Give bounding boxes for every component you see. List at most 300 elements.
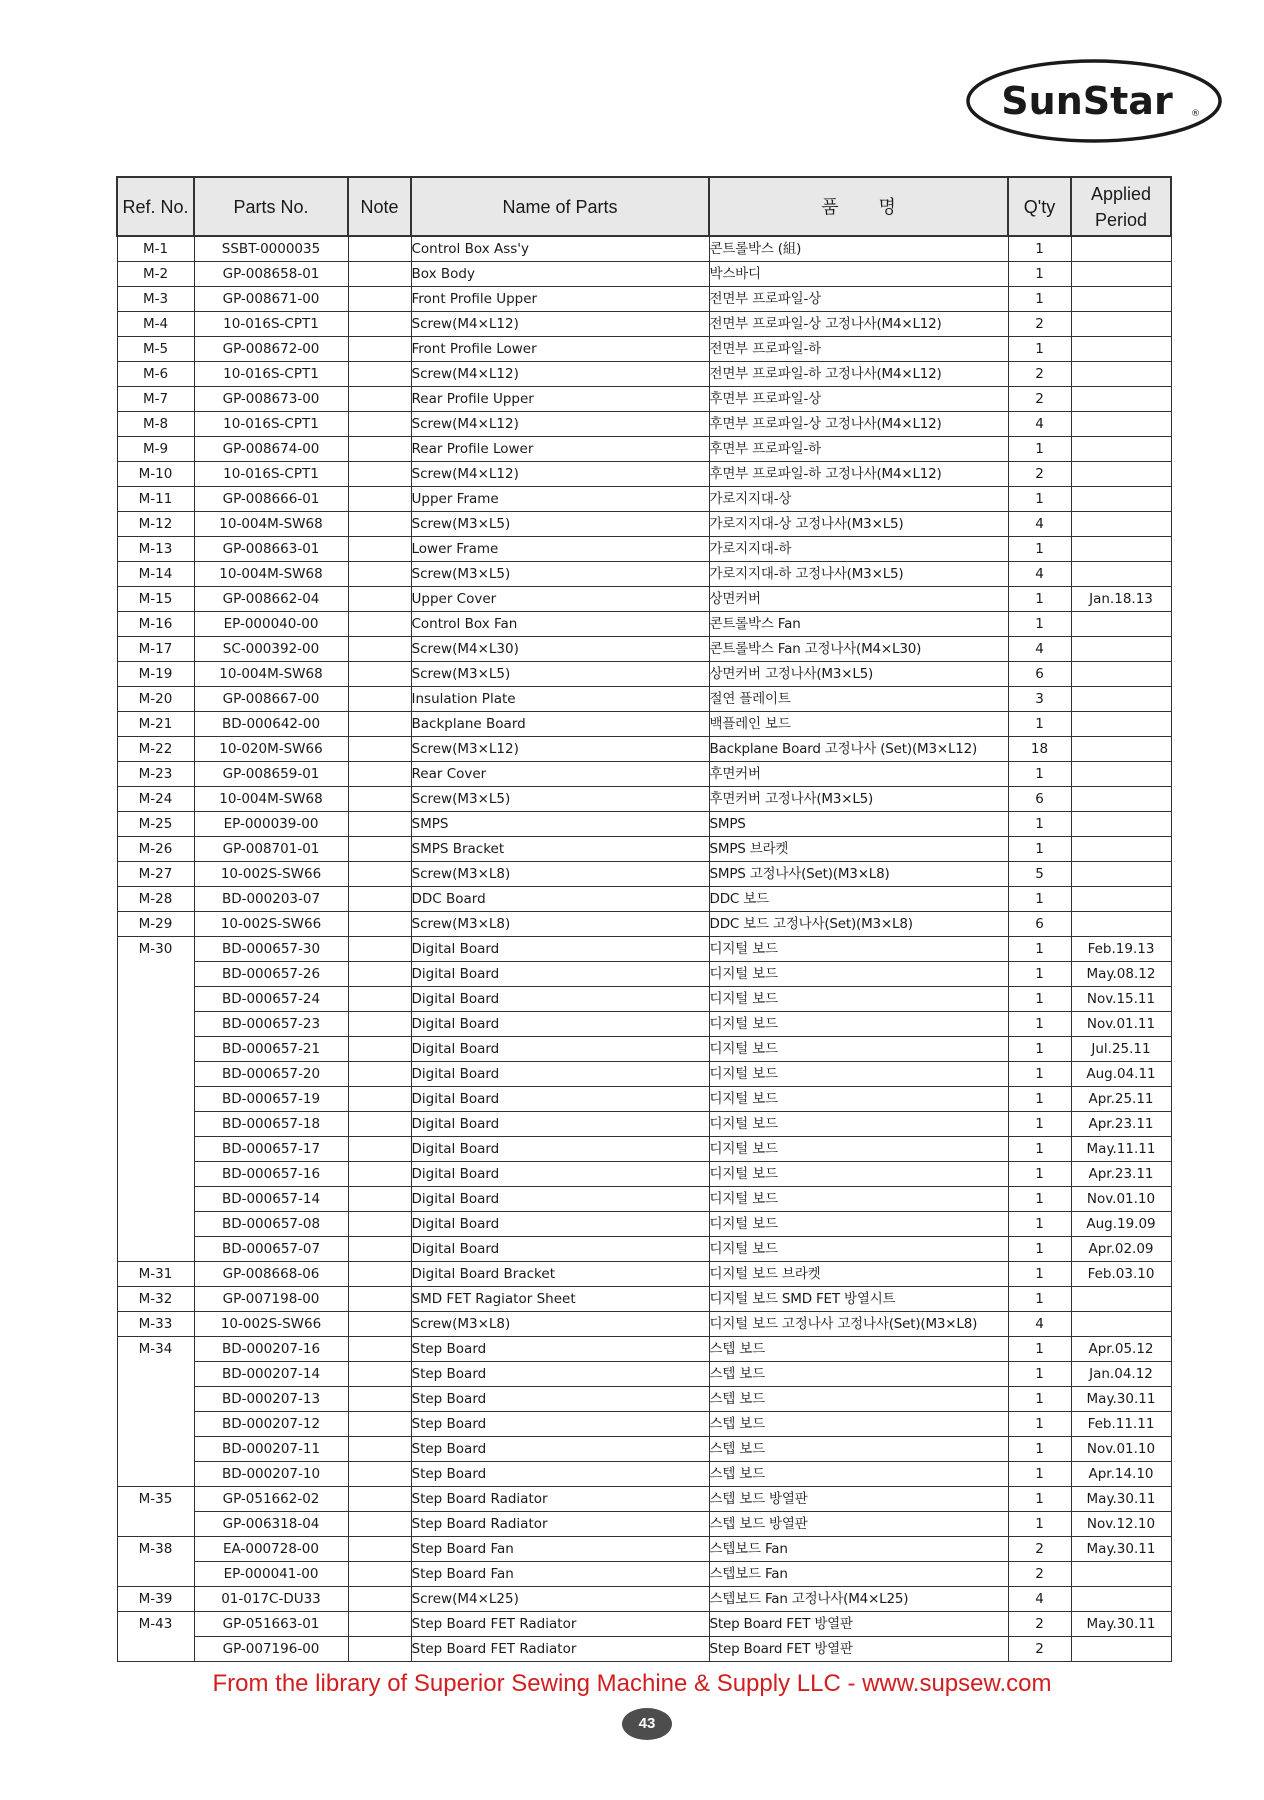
part-name-cell: Step Board FET Radiator bbox=[411, 1637, 709, 1662]
quantity-cell: 2 bbox=[1008, 1612, 1071, 1637]
applied-period-cell: Nov.01.11 bbox=[1071, 1012, 1171, 1037]
korean-name-cell: 스텝 보드 방열판 bbox=[709, 1512, 1008, 1537]
note-cell bbox=[348, 462, 411, 487]
applied-period-cell bbox=[1071, 337, 1171, 362]
ref-no-cell: M-22 bbox=[117, 737, 194, 762]
applied-period-cell bbox=[1071, 1312, 1171, 1337]
ref-no-cell: M-12 bbox=[117, 512, 194, 537]
applied-period-cell: May.30.11 bbox=[1071, 1612, 1171, 1637]
quantity-cell: 1 bbox=[1008, 837, 1071, 862]
part-name-cell: Step Board Radiator bbox=[411, 1512, 709, 1537]
part-name-cell: Digital Board bbox=[411, 1162, 709, 1187]
logo-wordmark: SunStar bbox=[1001, 79, 1173, 123]
table-row bbox=[117, 512, 1171, 537]
applied-period-cell: Jan.04.12 bbox=[1071, 1362, 1171, 1387]
applied-period-cell bbox=[1071, 637, 1171, 662]
part-name-cell: Screw(M4×L12) bbox=[411, 462, 709, 487]
korean-name-cell: 디지털 보드 bbox=[709, 1187, 1008, 1212]
quantity-cell: 4 bbox=[1008, 1312, 1071, 1337]
quantity-cell: 1 bbox=[1008, 262, 1071, 287]
part-number-cell: 10-004M-SW68 bbox=[194, 787, 348, 812]
korean-name-cell: DDC 보드 bbox=[709, 887, 1008, 912]
applied-period-cell: Nov.12.10 bbox=[1071, 1512, 1171, 1537]
note-cell bbox=[348, 236, 411, 262]
korean-name-cell: 스텝 보드 bbox=[709, 1362, 1008, 1387]
ref-no-cell: M-3 bbox=[117, 287, 194, 312]
korean-name-cell: 스텝 보드 방열판 bbox=[709, 1487, 1008, 1512]
table-row bbox=[117, 387, 1171, 412]
ref-no-cell: M-30 bbox=[117, 937, 194, 1262]
table-row bbox=[117, 1037, 1171, 1062]
part-number-cell: 10-016S-CPT1 bbox=[194, 462, 348, 487]
ref-no-cell: M-15 bbox=[117, 587, 194, 612]
applied-period-cell: Apr.23.11 bbox=[1071, 1112, 1171, 1137]
ref-no-cell: M-17 bbox=[117, 637, 194, 662]
part-number-cell: GP-008672-00 bbox=[194, 337, 348, 362]
part-name-cell: Digital Board bbox=[411, 1137, 709, 1162]
part-number-cell: BD-000642-00 bbox=[194, 712, 348, 737]
table-row bbox=[117, 637, 1171, 662]
part-name-cell: Digital Board bbox=[411, 1062, 709, 1087]
table-row bbox=[117, 236, 1171, 262]
part-number-cell: 10-016S-CPT1 bbox=[194, 312, 348, 337]
ref-no-cell: M-20 bbox=[117, 687, 194, 712]
quantity-cell: 1 bbox=[1008, 236, 1071, 262]
table-header-row bbox=[117, 177, 1171, 236]
table-row bbox=[117, 762, 1171, 787]
table-row bbox=[117, 1137, 1171, 1162]
part-name-cell: Front Profile Lower bbox=[411, 337, 709, 362]
korean-name-cell: 디지털 보드 SMD FET 방열시트 bbox=[709, 1287, 1008, 1312]
quantity-cell: 1 bbox=[1008, 1337, 1071, 1362]
korean-name-cell: 스텝 보드 bbox=[709, 1412, 1008, 1437]
part-number-cell: EP-000040-00 bbox=[194, 612, 348, 637]
quantity-cell: 4 bbox=[1008, 637, 1071, 662]
korean-name-cell: 가로지지대-상 고정나사(M3×L5) bbox=[709, 512, 1008, 537]
table-row bbox=[117, 962, 1171, 987]
quantity-cell: 2 bbox=[1008, 462, 1071, 487]
part-name-cell: Step Board Radiator bbox=[411, 1487, 709, 1512]
note-cell bbox=[348, 1637, 411, 1662]
table-row bbox=[117, 987, 1171, 1012]
quantity-cell: 2 bbox=[1008, 1537, 1071, 1562]
applied-period-cell bbox=[1071, 262, 1171, 287]
ref-no-cell: M-32 bbox=[117, 1287, 194, 1312]
table-row bbox=[117, 1287, 1171, 1312]
part-number-cell: EA-000728-00 bbox=[194, 1537, 348, 1562]
quantity-cell: 1 bbox=[1008, 287, 1071, 312]
quantity-cell: 1 bbox=[1008, 987, 1071, 1012]
applied-period-cell: May.11.11 bbox=[1071, 1137, 1171, 1162]
ref-no-cell: M-29 bbox=[117, 912, 194, 937]
part-number-cell: BD-000657-26 bbox=[194, 962, 348, 987]
korean-name-cell: 박스바디 bbox=[709, 262, 1008, 287]
part-number-cell: BD-000207-16 bbox=[194, 1337, 348, 1362]
applied-period-cell: Aug.04.11 bbox=[1071, 1062, 1171, 1087]
note-cell bbox=[348, 1162, 411, 1187]
note-cell bbox=[348, 1287, 411, 1312]
quantity-cell: 1 bbox=[1008, 1062, 1071, 1087]
part-number-cell: SSBT-0000035 bbox=[194, 236, 348, 262]
part-name-cell: Screw(M3×L5) bbox=[411, 512, 709, 537]
part-number-cell: BD-000657-23 bbox=[194, 1012, 348, 1037]
korean-name-cell: 후면커버 고정나사(M3×L5) bbox=[709, 787, 1008, 812]
part-name-cell: Screw(M3×L5) bbox=[411, 662, 709, 687]
quantity-cell: 6 bbox=[1008, 662, 1071, 687]
note-cell bbox=[348, 1487, 411, 1512]
part-number-cell: GP-051663-01 bbox=[194, 1612, 348, 1637]
header-qty: Q'ty bbox=[1008, 177, 1071, 236]
part-name-cell: Step Board bbox=[411, 1412, 709, 1437]
table-row bbox=[117, 287, 1171, 312]
quantity-cell: 4 bbox=[1008, 412, 1071, 437]
table-row bbox=[117, 837, 1171, 862]
note-cell bbox=[348, 612, 411, 637]
quantity-cell: 1 bbox=[1008, 1437, 1071, 1462]
part-number-cell: GP-006318-04 bbox=[194, 1512, 348, 1537]
part-name-cell: Backplane Board bbox=[411, 712, 709, 737]
korean-name-cell: 콘트롤박스 Fan bbox=[709, 612, 1008, 637]
korean-name-cell: 가로지지대-하 bbox=[709, 537, 1008, 562]
korean-name-cell: 전면부 프로파일-상 bbox=[709, 287, 1008, 312]
part-name-cell: Screw(M3×L8) bbox=[411, 1312, 709, 1337]
note-cell bbox=[348, 1562, 411, 1587]
table-row bbox=[117, 787, 1171, 812]
part-number-cell: GP-008666-01 bbox=[194, 487, 348, 512]
applied-period-cell bbox=[1071, 762, 1171, 787]
quantity-cell: 1 bbox=[1008, 1262, 1071, 1287]
note-cell bbox=[348, 787, 411, 812]
korean-name-cell: 전면부 프로파일-상 고정나사(M4×L12) bbox=[709, 312, 1008, 337]
header-korean-name: 품 명 bbox=[709, 177, 1008, 236]
table-row bbox=[117, 562, 1171, 587]
part-name-cell: DDC Board bbox=[411, 887, 709, 912]
quantity-cell: 2 bbox=[1008, 1562, 1071, 1587]
table-row bbox=[117, 887, 1171, 912]
korean-name-cell: 상면커버 고정나사(M3×L5) bbox=[709, 662, 1008, 687]
applied-period-cell bbox=[1071, 312, 1171, 337]
part-number-cell: BD-000657-19 bbox=[194, 1087, 348, 1112]
part-number-cell: GP-008662-04 bbox=[194, 587, 348, 612]
note-cell bbox=[348, 1362, 411, 1387]
quantity-cell: 1 bbox=[1008, 962, 1071, 987]
table-row bbox=[117, 587, 1171, 612]
part-name-cell: Rear Profile Lower bbox=[411, 437, 709, 462]
header-name-of-parts: Name of Parts bbox=[411, 177, 709, 236]
quantity-cell: 1 bbox=[1008, 1387, 1071, 1412]
table-row bbox=[117, 1087, 1171, 1112]
ref-no-cell: M-4 bbox=[117, 312, 194, 337]
quantity-cell: 1 bbox=[1008, 537, 1071, 562]
part-name-cell: Screw(M3×L5) bbox=[411, 787, 709, 812]
applied-period-cell: May.08.12 bbox=[1071, 962, 1171, 987]
korean-name-cell: SMPS 고정나사(Set)(M3×L8) bbox=[709, 862, 1008, 887]
part-number-cell: GP-008668-06 bbox=[194, 1262, 348, 1287]
part-name-cell: Digital Board bbox=[411, 937, 709, 962]
korean-name-cell: 디지털 보드 bbox=[709, 1087, 1008, 1112]
table-row bbox=[117, 1212, 1171, 1237]
note-cell bbox=[348, 362, 411, 387]
korean-name-cell: 디지털 보드 bbox=[709, 1037, 1008, 1062]
part-name-cell: Step Board bbox=[411, 1462, 709, 1487]
part-number-cell: GP-008674-00 bbox=[194, 437, 348, 462]
korean-name-cell: 후면커버 bbox=[709, 762, 1008, 787]
quantity-cell: 1 bbox=[1008, 587, 1071, 612]
note-cell bbox=[348, 412, 411, 437]
ref-no-cell: M-9 bbox=[117, 437, 194, 462]
korean-name-cell: 후면부 프로파일-하 고정나사(M4×L12) bbox=[709, 462, 1008, 487]
part-name-cell: Screw(M4×L12) bbox=[411, 362, 709, 387]
part-number-cell: 10-016S-CPT1 bbox=[194, 362, 348, 387]
part-number-cell: GP-008701-01 bbox=[194, 837, 348, 862]
table-row bbox=[117, 1362, 1171, 1387]
applied-period-cell bbox=[1071, 1287, 1171, 1312]
note-cell bbox=[348, 1612, 411, 1637]
part-name-cell: Rear Profile Upper bbox=[411, 387, 709, 412]
note-cell bbox=[348, 1537, 411, 1562]
ref-no-cell: M-25 bbox=[117, 812, 194, 837]
quantity-cell: 4 bbox=[1008, 562, 1071, 587]
part-number-cell: 10-016S-CPT1 bbox=[194, 412, 348, 437]
applied-period-cell: Jul.25.11 bbox=[1071, 1037, 1171, 1062]
applied-period-cell bbox=[1071, 1587, 1171, 1612]
korean-name-cell: 스텝 보드 bbox=[709, 1337, 1008, 1362]
quantity-cell: 3 bbox=[1008, 687, 1071, 712]
note-cell bbox=[348, 912, 411, 937]
part-name-cell: Step Board Fan bbox=[411, 1537, 709, 1562]
note-cell bbox=[348, 1412, 411, 1437]
part-number-cell: GP-008667-00 bbox=[194, 687, 348, 712]
part-name-cell: SMD FET Ragiator Sheet bbox=[411, 1287, 709, 1312]
part-name-cell: Screw(M3×L5) bbox=[411, 562, 709, 587]
ref-no-cell: M-10 bbox=[117, 462, 194, 487]
ref-no-cell: M-14 bbox=[117, 562, 194, 587]
table-row bbox=[117, 1187, 1171, 1212]
ref-no-cell: M-7 bbox=[117, 387, 194, 412]
table-row bbox=[117, 1587, 1171, 1612]
applied-period-cell bbox=[1071, 737, 1171, 762]
part-number-cell: GP-051662-02 bbox=[194, 1487, 348, 1512]
part-number-cell: BD-000207-11 bbox=[194, 1437, 348, 1462]
note-cell bbox=[348, 487, 411, 512]
note-cell bbox=[348, 712, 411, 737]
note-cell bbox=[348, 312, 411, 337]
applied-period-cell: Apr.25.11 bbox=[1071, 1087, 1171, 1112]
korean-name-cell: SMPS bbox=[709, 812, 1008, 837]
applied-period-cell: Apr.05.12 bbox=[1071, 1337, 1171, 1362]
page-number-badge: 43 bbox=[622, 1708, 672, 1740]
note-cell bbox=[348, 1262, 411, 1287]
part-number-cell: 10-002S-SW66 bbox=[194, 1312, 348, 1337]
part-number-cell: BD-000657-30 bbox=[194, 937, 348, 962]
applied-period-cell bbox=[1071, 812, 1171, 837]
part-number-cell: 10-004M-SW68 bbox=[194, 512, 348, 537]
part-number-cell: GP-008673-00 bbox=[194, 387, 348, 412]
note-cell bbox=[348, 662, 411, 687]
part-number-cell: 01-017C-DU33 bbox=[194, 1587, 348, 1612]
applied-period-cell bbox=[1071, 862, 1171, 887]
part-name-cell: Digital Board bbox=[411, 987, 709, 1012]
header-note: Note bbox=[348, 177, 411, 236]
korean-name-cell: 디지털 보드 bbox=[709, 1212, 1008, 1237]
part-number-cell: GP-008663-01 bbox=[194, 537, 348, 562]
ref-no-cell: M-6 bbox=[117, 362, 194, 387]
ref-no-cell: M-33 bbox=[117, 1312, 194, 1337]
quantity-cell: 1 bbox=[1008, 1112, 1071, 1137]
applied-period-cell: Apr.23.11 bbox=[1071, 1162, 1171, 1187]
note-cell bbox=[348, 437, 411, 462]
ref-no-cell: M-35 bbox=[117, 1487, 194, 1537]
part-name-cell: Upper Frame bbox=[411, 487, 709, 512]
applied-period-cell: Apr.14.10 bbox=[1071, 1462, 1171, 1487]
note-cell bbox=[348, 1212, 411, 1237]
korean-name-cell: 디지털 보드 bbox=[709, 1112, 1008, 1137]
part-name-cell: Rear Cover bbox=[411, 762, 709, 787]
part-number-cell: GP-008671-00 bbox=[194, 287, 348, 312]
applied-period-cell bbox=[1071, 562, 1171, 587]
part-number-cell: GP-007196-00 bbox=[194, 1637, 348, 1662]
table-row bbox=[117, 1237, 1171, 1262]
part-number-cell: 10-020M-SW66 bbox=[194, 737, 348, 762]
applied-period-cell bbox=[1071, 387, 1171, 412]
applied-period-cell: May.30.11 bbox=[1071, 1537, 1171, 1562]
quantity-cell: 1 bbox=[1008, 1512, 1071, 1537]
note-cell bbox=[348, 512, 411, 537]
quantity-cell: 1 bbox=[1008, 812, 1071, 837]
table-row bbox=[117, 1312, 1171, 1337]
part-number-cell: BD-000657-21 bbox=[194, 1037, 348, 1062]
korean-name-cell: SMPS 브라켓 bbox=[709, 837, 1008, 862]
note-cell bbox=[348, 1087, 411, 1112]
table-row bbox=[117, 812, 1171, 837]
table-row bbox=[117, 1262, 1171, 1287]
table-row bbox=[117, 937, 1171, 962]
korean-name-cell: 디지털 보드 bbox=[709, 1012, 1008, 1037]
quantity-cell: 1 bbox=[1008, 762, 1071, 787]
korean-name-cell: 스텝 보드 bbox=[709, 1387, 1008, 1412]
header-applied-period: Applied Period bbox=[1071, 177, 1171, 236]
note-cell bbox=[348, 287, 411, 312]
quantity-cell: 1 bbox=[1008, 887, 1071, 912]
quantity-cell: 1 bbox=[1008, 1087, 1071, 1112]
part-number-cell: BD-000657-16 bbox=[194, 1162, 348, 1187]
ref-no-cell: M-16 bbox=[117, 612, 194, 637]
note-cell bbox=[348, 862, 411, 887]
applied-period-cell bbox=[1071, 512, 1171, 537]
table-row bbox=[117, 337, 1171, 362]
part-name-cell: Control Box Ass'y bbox=[411, 236, 709, 262]
note-cell bbox=[348, 987, 411, 1012]
quantity-cell: 2 bbox=[1008, 387, 1071, 412]
part-name-cell: Upper Cover bbox=[411, 587, 709, 612]
part-name-cell: Step Board bbox=[411, 1437, 709, 1462]
applied-period-cell bbox=[1071, 1637, 1171, 1662]
table-row bbox=[117, 737, 1171, 762]
quantity-cell: 1 bbox=[1008, 1237, 1071, 1262]
table-row bbox=[117, 862, 1171, 887]
note-cell bbox=[348, 812, 411, 837]
korean-name-cell: 스텝 보드 bbox=[709, 1437, 1008, 1462]
ref-no-cell: M-23 bbox=[117, 762, 194, 787]
note-cell bbox=[348, 1187, 411, 1212]
part-name-cell: Step Board FET Radiator bbox=[411, 1612, 709, 1637]
part-name-cell: Insulation Plate bbox=[411, 687, 709, 712]
table-row bbox=[117, 1512, 1171, 1537]
applied-period-cell bbox=[1071, 887, 1171, 912]
applied-period-cell bbox=[1071, 537, 1171, 562]
note-cell bbox=[348, 1337, 411, 1362]
quantity-cell: 1 bbox=[1008, 1212, 1071, 1237]
ref-no-cell: M-5 bbox=[117, 337, 194, 362]
quantity-cell: 4 bbox=[1008, 512, 1071, 537]
part-number-cell: BD-000657-17 bbox=[194, 1137, 348, 1162]
table-row bbox=[117, 612, 1171, 637]
applied-period-cell: Jan.18.13 bbox=[1071, 587, 1171, 612]
ref-no-cell: M-2 bbox=[117, 262, 194, 287]
table-row bbox=[117, 362, 1171, 387]
applied-period-cell bbox=[1071, 837, 1171, 862]
part-name-cell: Digital Board bbox=[411, 1237, 709, 1262]
part-number-cell: BD-000207-12 bbox=[194, 1412, 348, 1437]
korean-name-cell: 상면커버 bbox=[709, 587, 1008, 612]
ref-no-cell: M-19 bbox=[117, 662, 194, 687]
part-number-cell: 10-002S-SW66 bbox=[194, 862, 348, 887]
part-name-cell: Screw(M3×L12) bbox=[411, 737, 709, 762]
quantity-cell: 5 bbox=[1008, 862, 1071, 887]
note-cell bbox=[348, 1312, 411, 1337]
table-row bbox=[117, 1387, 1171, 1412]
note-cell bbox=[348, 1462, 411, 1487]
part-name-cell: Step Board bbox=[411, 1337, 709, 1362]
quantity-cell: 1 bbox=[1008, 1137, 1071, 1162]
ref-no-cell: M-13 bbox=[117, 537, 194, 562]
part-number-cell: BD-000207-10 bbox=[194, 1462, 348, 1487]
table-row bbox=[117, 712, 1171, 737]
note-cell bbox=[348, 962, 411, 987]
korean-name-cell: 가로지지대-상 bbox=[709, 487, 1008, 512]
table-row bbox=[117, 487, 1171, 512]
applied-period-cell bbox=[1071, 662, 1171, 687]
applied-period-cell: Nov.15.11 bbox=[1071, 987, 1171, 1012]
quantity-cell: 2 bbox=[1008, 362, 1071, 387]
table-row bbox=[117, 1112, 1171, 1137]
applied-period-cell bbox=[1071, 687, 1171, 712]
note-cell bbox=[348, 537, 411, 562]
library-footer-text: From the library of Superior Sewing Machine & Supply LLC - www.supsew.com bbox=[212, 1670, 1052, 1697]
korean-name-cell: 디지털 보드 bbox=[709, 1062, 1008, 1087]
note-cell bbox=[348, 562, 411, 587]
korean-name-cell: 디지털 보드 bbox=[709, 1237, 1008, 1262]
part-number-cell: BD-000657-24 bbox=[194, 987, 348, 1012]
korean-name-cell: 디지털 보드 브라켓 bbox=[709, 1262, 1008, 1287]
part-number-cell: EP-000041-00 bbox=[194, 1562, 348, 1587]
part-name-cell: Screw(M3×L8) bbox=[411, 862, 709, 887]
ref-no-cell: M-24 bbox=[117, 787, 194, 812]
note-cell bbox=[348, 837, 411, 862]
applied-period-cell: Aug.19.09 bbox=[1071, 1212, 1171, 1237]
note-cell bbox=[348, 737, 411, 762]
quantity-cell: 1 bbox=[1008, 1187, 1071, 1212]
table-row bbox=[117, 412, 1171, 437]
applied-period-cell bbox=[1071, 712, 1171, 737]
quantity-cell: 1 bbox=[1008, 1162, 1071, 1187]
table-row bbox=[117, 312, 1171, 337]
ref-no-cell: M-43 bbox=[117, 1612, 194, 1662]
korean-name-cell: 디지털 보드 고정나사 고정나사(Set)(M3×L8) bbox=[709, 1312, 1008, 1337]
ref-no-cell: M-34 bbox=[117, 1337, 194, 1487]
korean-name-cell: 콘트롤박스 Fan 고정나사(M4×L30) bbox=[709, 637, 1008, 662]
quantity-cell: 6 bbox=[1008, 912, 1071, 937]
